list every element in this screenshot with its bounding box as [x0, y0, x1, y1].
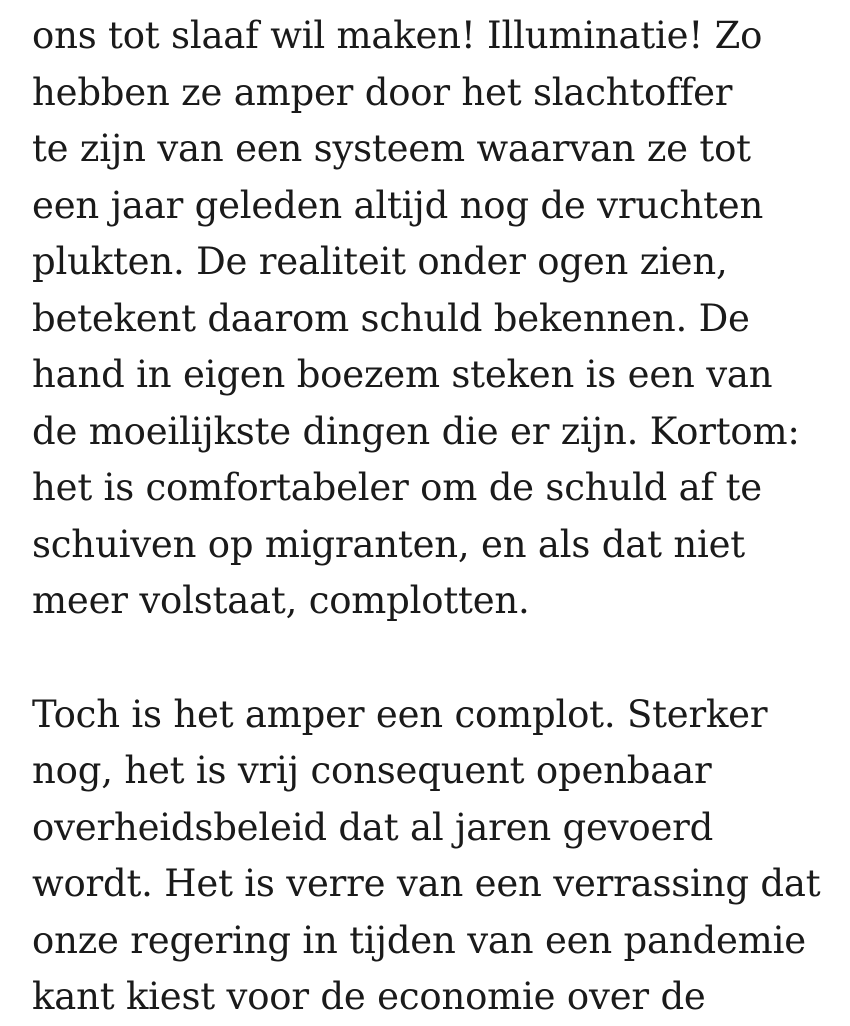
text-line: wordt. Het is verre van een verrassing dat [32, 862, 821, 905]
paragraph-2 [32, 687, 832, 1026]
paragraph-spacer [32, 630, 832, 687]
text-line: hebben ze amper door het slachtoffer [32, 70, 733, 114]
text-line: nog, het is vrij consequent openbaar [32, 749, 712, 792]
text-line: kant kiest voor de economie over de [32, 975, 706, 1018]
text-line: overheidsbeleid dat al jaren gevoerd [32, 805, 714, 849]
article-body [32, 8, 832, 1026]
text-line: meer volstaat, complotten. [32, 579, 530, 622]
text-line: een jaar geleden altijd nog de vruchten [32, 183, 764, 227]
text-line: onze regering in tijden van een pandemie [32, 918, 806, 962]
paragraph-1 [32, 8, 832, 630]
text-line: plukten. De realiteit onder ogen zien, [32, 240, 728, 283]
text-line: schuiven op migranten, en als dat niet [32, 522, 745, 566]
text-line: het is comfortabeler om de schuld af te [32, 466, 762, 509]
text-line: betekent daarom schuld bekennen. De [32, 296, 750, 340]
text-line: de moeilijkste dingen die er zijn. Kortom: [32, 409, 800, 453]
text-line: Toch is het amper een complot. Sterker [32, 692, 768, 736]
text-line: ons tot slaaf wil maken! Illuminatie! Zo [32, 14, 763, 57]
text-line: hand in eigen boezem steken is een van [32, 353, 773, 396]
text-line: te zijn van een systeem waarvan ze tot [32, 127, 751, 170]
